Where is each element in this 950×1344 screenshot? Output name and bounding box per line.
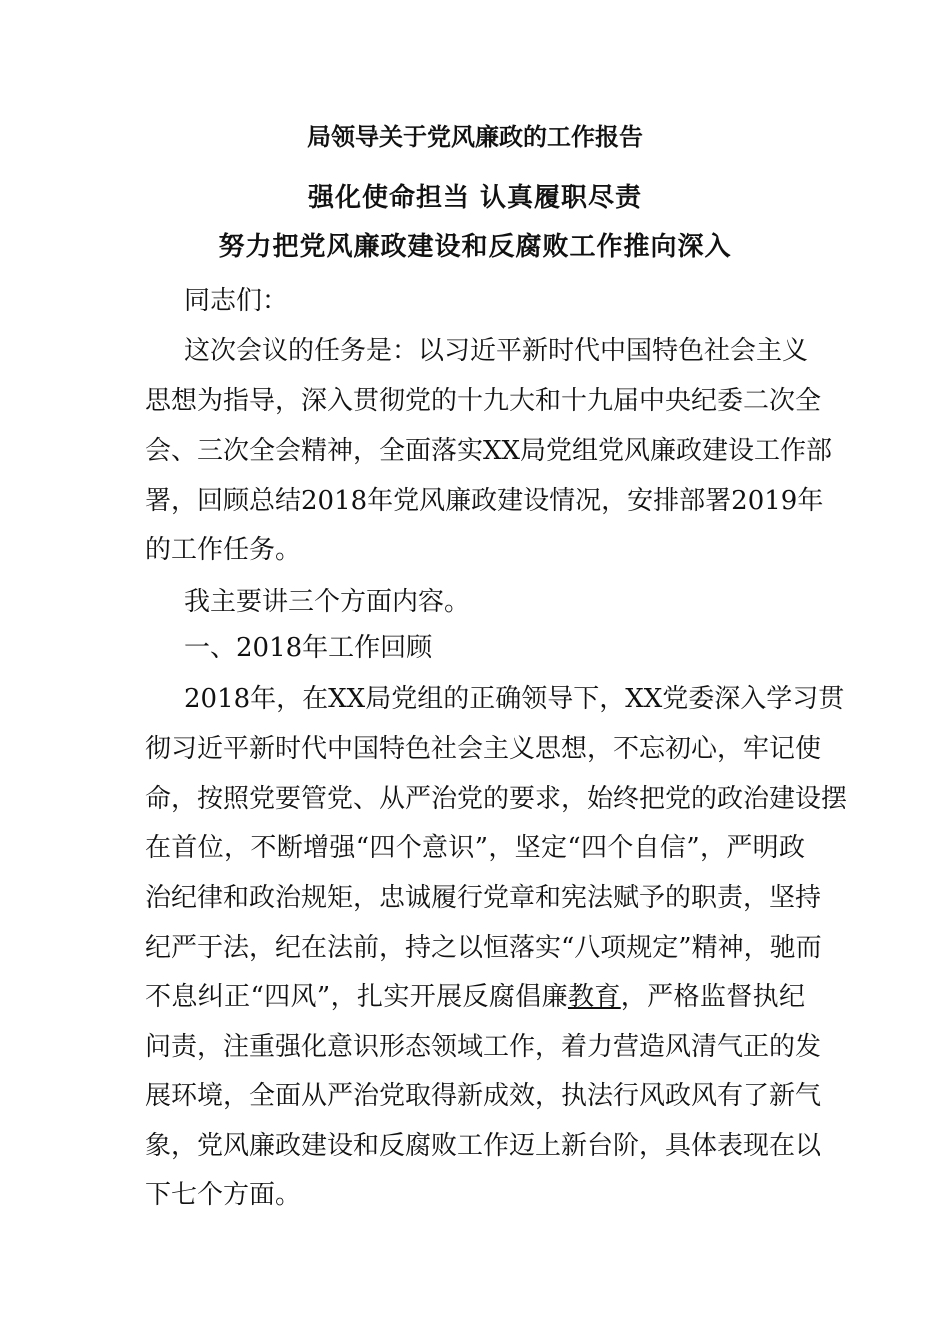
paragraph-3-line-1: 2018年，在XX局党组的正确领导下，XX党委深入学习贯 (184, 684, 845, 714)
paragraph-2: 我主要讲三个方面内容。 (184, 587, 471, 617)
document-subtitle-1: 强化使命担当 认真履职尽责 (307, 183, 643, 213)
paragraph-3-line-3: 命，按照党要管党、从严治党的要求，始终把党的政治建设摆 (145, 784, 848, 814)
document-subtitle-2: 努力把党风廉政建设和反腐败工作推向深入 (218, 232, 732, 262)
paragraph-3-line-4: 在首位，不断增强“四个意识”，坚定“四个自信”，严明政 (145, 833, 805, 863)
underlined-term: 教育 (567, 982, 621, 1012)
paragraph-3-line-2: 彻习近平新时代中国特色社会主义思想，不忘初心，牢记使 (145, 734, 822, 764)
paragraph-3-line-7 (145, 977, 805, 1017)
section-heading: 一、2018年工作回顾 (184, 633, 433, 663)
paragraph-3-line-11: 下七个方面。 (145, 1180, 302, 1210)
paragraph-3-line-7-text-b: ，严格监督执纪 (620, 982, 805, 1012)
paragraph-3-line-8: 问责，注重强化意识形态领域工作，着力营造风清气正的发 (145, 1032, 822, 1062)
paragraph-1-line-1: 这次会议的任务是：以习近平新时代中国特色社会主义 (184, 336, 809, 366)
paragraph-3-line-6: 纪严于法，纪在法前，持之以恒落实“八项规定”精神，驰而 (145, 933, 822, 963)
document-title: 局领导关于党风廉政的工作报告 (307, 122, 643, 151)
paragraph-3-line-9: 展环境，全面从严治党取得新成效，执法行风政风有了新气 (145, 1081, 822, 1111)
paragraph-1-line-5: 的工作任务。 (145, 535, 302, 565)
paragraph-1-line-2: 思想为指导，深入贯彻党的十九大和十九届中央纪委二次全 (145, 386, 822, 416)
paragraph-1-line-4: 署，回顾总结2018年党风廉政建设情况，安排部署2019年 (145, 486, 824, 516)
paragraph-1-line-3: 会、三次全会精神，全面落实XX局党组党风廉政建设工作部 (145, 436, 833, 466)
paragraph-3-line-5: 治纪律和政治规矩，忠诚履行党章和宪法赋予的职责，坚持 (145, 883, 822, 913)
salutation: 同志们： (184, 286, 289, 316)
paragraph-3-line-7-text-a: 不息纠正“四风”，扎实开展反腐倡廉 (145, 982, 568, 1012)
paragraph-3-line-10: 象，党风廉政建设和反腐败工作迈上新台阶，具体表现在以 (145, 1131, 822, 1161)
